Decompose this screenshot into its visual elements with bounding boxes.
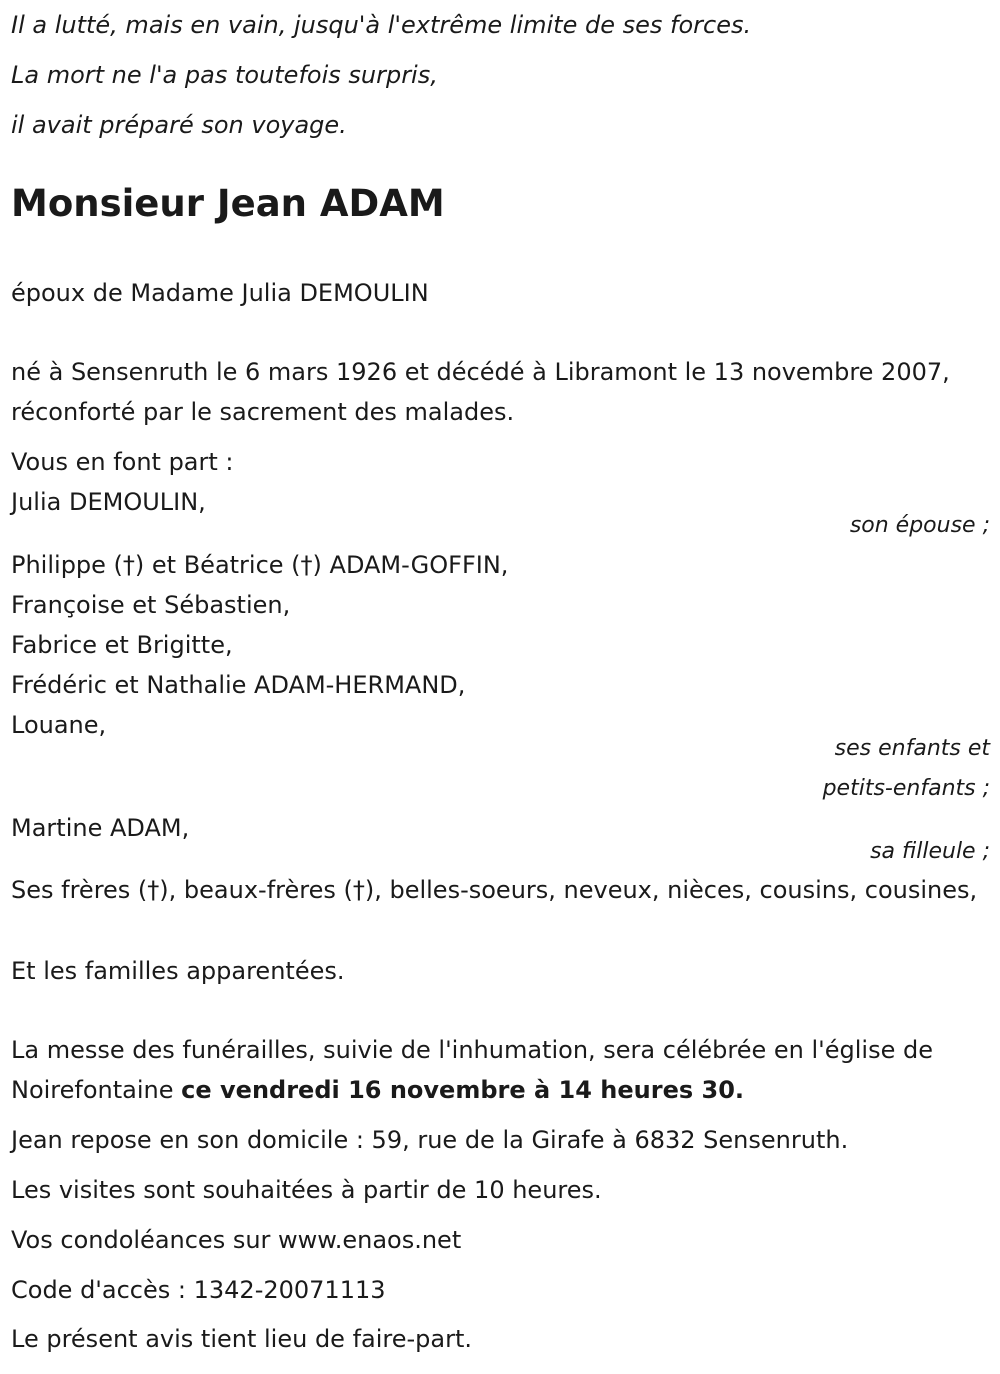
goddaughter-role: sa filleule ; xyxy=(870,839,990,864)
notice-line: Le présent avis tient lieu de faire-part. xyxy=(11,1325,473,1353)
child-line-5: Louane, xyxy=(11,711,107,739)
children-role-1: ses enfants et xyxy=(834,736,990,761)
mass-paragraph xyxy=(11,1030,990,1110)
spouse-name: Julia DEMOULIN, xyxy=(11,488,206,516)
condolences-info: Vos condoléances sur www.enaos.net xyxy=(11,1226,462,1254)
child-line-2: Françoise et Sébastien, xyxy=(11,591,291,619)
birth-death-text: né à Sensenruth le 6 mars 1926 et décédé à Libramont le 13 novembre 2007, réconforté par le sacrement des malades. xyxy=(11,358,950,426)
poem-line-2: La mort ne l'a pas toutefois surpris, xyxy=(11,61,438,89)
spouse-line: époux de Madame Julia DEMOULIN xyxy=(11,279,429,307)
children-role-2: petits-enfants ; xyxy=(822,776,990,801)
mass-time: ce vendredi 16 novembre à 14 heures 30. xyxy=(181,1076,745,1104)
child-line-4: Frédéric et Nathalie ADAM-HERMAND, xyxy=(11,671,466,699)
deceased-name: Monsieur Jean ADAM xyxy=(11,182,445,225)
mass-text: La messe des funérailles, suivie de l'inhumation, sera célébrée en l'église de Noirefontaine xyxy=(11,1036,933,1104)
rest-location: Jean repose en son domicile : 59, rue de la Girafe à 6832 Sensenruth. xyxy=(11,1126,849,1154)
families-line: Et les familles apparentées. xyxy=(11,957,345,985)
spouse-role: son épouse ; xyxy=(849,513,990,538)
access-code: Code d'accès : 1342-20071113 xyxy=(11,1276,386,1304)
child-line-1: Philippe (†) et Béatrice (†) ADAM-GOFFIN, xyxy=(11,551,509,579)
family-intro: Vous en font part : xyxy=(11,448,234,476)
visits-info: Les visites sont souhaitées à partir de 10 heures. xyxy=(11,1176,602,1204)
siblings-text: Ses frères (†), beaux-frères (†), belles-soeurs, neveux, nièces, cousins, cousines, xyxy=(11,876,978,904)
goddaughter-name: Martine ADAM, xyxy=(11,814,190,842)
child-line-3: Fabrice et Brigitte, xyxy=(11,631,233,659)
poem-line-3: il avait préparé son voyage. xyxy=(11,111,347,139)
poem-line-1: Il a lutté, mais en vain, jusqu'à l'extrême limite de ses forces. xyxy=(11,11,752,39)
